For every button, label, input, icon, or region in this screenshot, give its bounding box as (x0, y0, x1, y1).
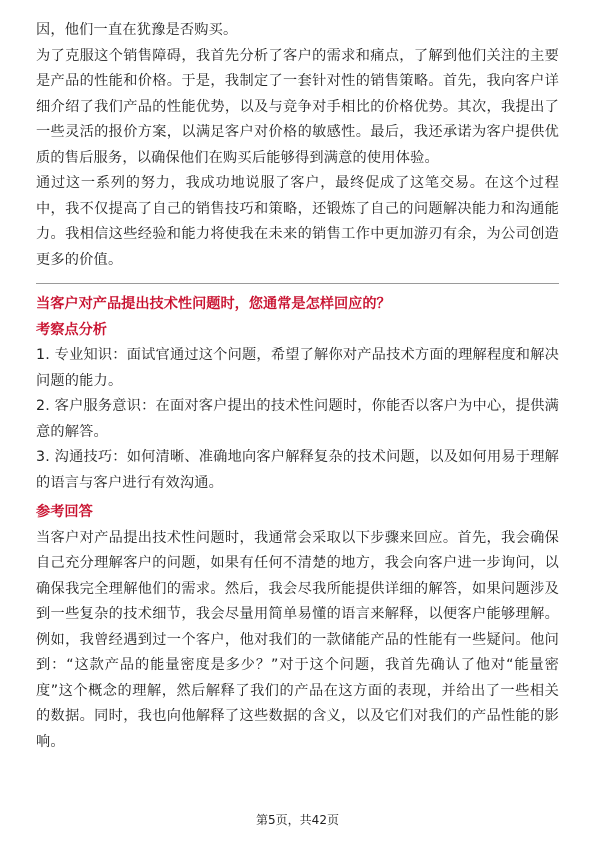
paragraph-strategy: 为了克服这个销售障碍，我首先分析了客户的需求和痛点，了解到他们关注的主要是产品的性能和价格。于是，我制定了一套针对性的销售策略。首先，我向客户详细介绍了我们产品的性能优势，以及与竞争对手相比的价格优势。其次，我提出了一些灵活的报价方案，以满足客户对价格的敏感性。最后，我还承诺为客户提供优质的售后服务，以确保他们在购买后能够得到满意的使用体验。 (36, 47, 559, 166)
answer-paragraph: 当客户对产品提出技术性问题时，我通常会采取以下步骤来回应。首先，我会确保自己充分理解客户的问题，如果有任何不清楚的地方，我会向客户进一步询问，以确保我完全理解他们的需求。然后，我会尽我所能提供详细的解答，如果问题涉及到一些复杂的技术细节，我会尽量用简单易懂的语言来解释，以便客户能够理解。例如，我曾经遇到过一个客户，他对我们的一款储能产品的性能有一些疑问。他问到：“这款产品的能量密度是多少？”对于这个问题，我首先确认了他对“能量密度”这个概念的理解，然后解释了我们的产品在这方面的表现，并给出了一些相关的数据。同时，我也向他解释了这些数据的含义，以及它们对我们的产品性能的影响。 (36, 529, 559, 750)
paragraph-continuation: 因，他们一直在犹豫是否购买。 (36, 22, 238, 38)
analysis-item-2: 2. 客户服务意识：在面对客户提出的技术性问题时，你能否以客户为中心，提供满意的解答。 (36, 398, 559, 440)
paragraph-result: 通过这一系列的努力，我成功地说服了客户，最终促成了这笔交易。在这个过程中，我不仅提高了自己的销售技巧和策略，还锻炼了自己的问题解决能力和沟通能力。我相信这些经验和能力将使我在未来的销售工作中更加游刃有余，为公司创造更多的价值。 (36, 175, 559, 268)
document-page (36, 18, 559, 755)
analysis-heading: 考察点分析 (36, 321, 107, 338)
page-number: 第5页，共42页 (256, 813, 339, 827)
analysis-item-1: 1. 专业知识：面试官通过这个问题，希望了解你对产品技术方面的理解程度和解决问题的能力。 (36, 347, 559, 389)
analysis-item-3: 3. 沟通技巧：如何清晰、准确地向客户解释复杂的技术问题，以及如何用易于理解的语言与客户进行有效沟通。 (36, 449, 559, 491)
interview-question: 当客户对产品提出技术性问题时，您通常是怎样回应的？ (36, 296, 391, 312)
section-divider (36, 283, 559, 284)
answer-heading: 参考回答 (36, 504, 93, 520)
